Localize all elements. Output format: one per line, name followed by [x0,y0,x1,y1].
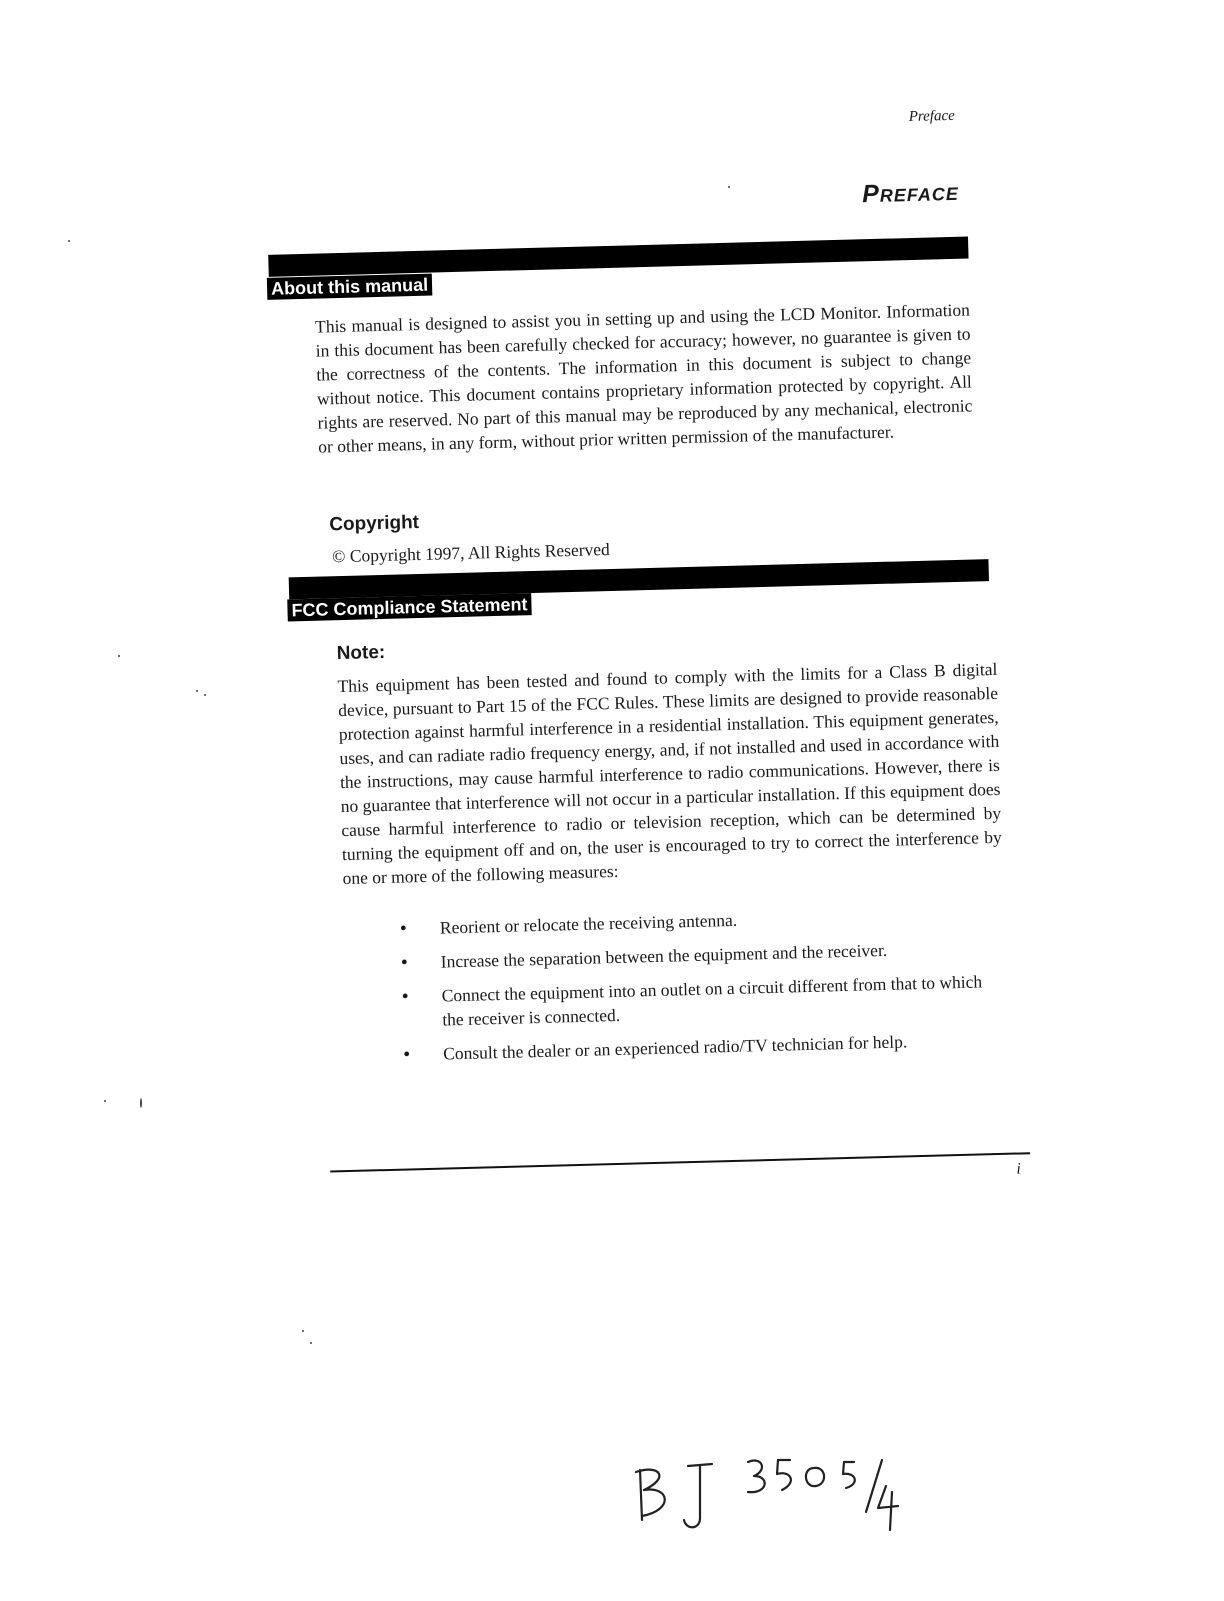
page-number: i [1016,1160,1022,1178]
section-heading-fcc: FCC Compliance Statement [287,593,532,621]
copyright-heading: Copyright [329,511,420,536]
section-bar-about [268,237,968,277]
list-item: • Connect the equipment into an outlet on a circuit different from that to which the receiver is connected. [401,969,1002,1033]
footer-rule [330,1152,1030,1172]
list-item: • Reorient or relocate the receiving antenna. [400,901,1000,941]
about-paragraph: This manual is designed to assist you in setting up and using the LCD Monitor. Information in this document has been carefully checked for accuracy; however, no guarantee is given to the correctness of the contents. The information in this document is subject to change without notice. This document contains proprietary information protected by copyright. All rights are reserved. No part of this manual may be reproduced by any mechanical, electronic or other means, in any form, without prior written permission of the manufacturer. [314,299,973,457]
fcc-paragraph: This equipment has been tested and found to comply with the limits for a Class B digital device, pursuant to Part 15 of the FCC Rules. These limits are designed to provide reasonable protection against harmful interference in a residential installation. This equipment generates, uses, and can radiate radio frequency energy, and, if not installed and used in accordance with the instructions, may cause harmful interference to radio communications. However, there is no guarantee that interference will not occur in a particular installation. If this equipment does cause harmful interference to radio or television reception, which can be determined by turning the equipment off and on, the user is encouraged to try to correct the interference by one or more of the following measures: [337,658,1002,889]
copyright-text: © Copyright 1997, All Rights Reserved [331,539,611,567]
list-item: • Consult the dealer or an experienced radio/TV technician for help. [403,1027,1003,1067]
note-label: Note: [336,641,386,665]
page-title: Preface [861,177,960,209]
running-header: Preface [908,107,956,126]
section-heading-about: About this manual [267,274,433,300]
fcc-measures-list [400,901,1004,1077]
list-item: • Increase the separation between the equipment and the receiver. [400,935,1000,975]
handwritten-annotation [630,1450,910,1540]
